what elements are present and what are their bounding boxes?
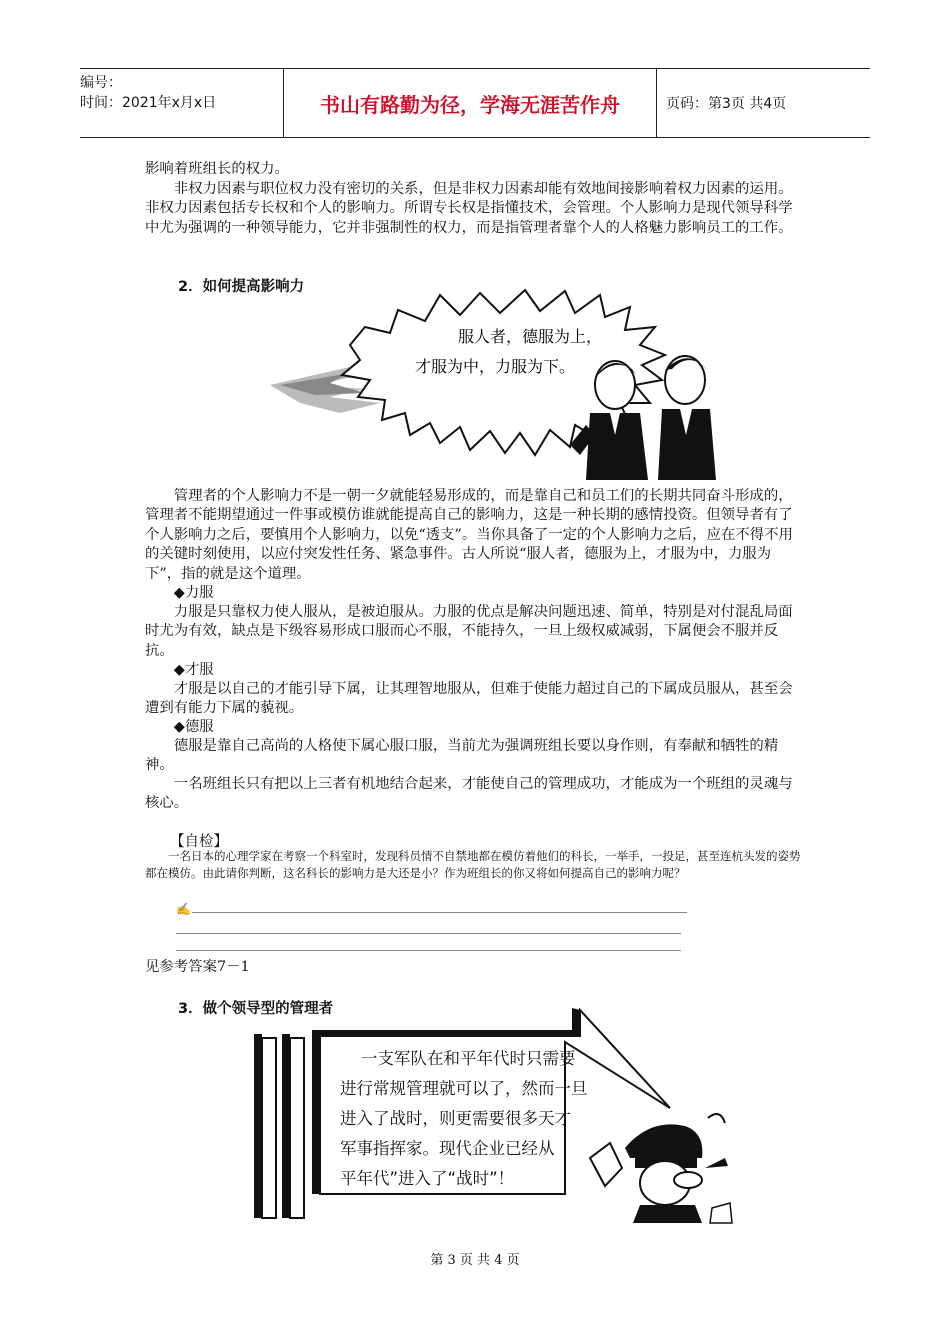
page-header <box>80 68 870 138</box>
section-heading-2: 2．如何提高影响力 <box>178 279 305 295</box>
bullet-force: ◆力服 <box>173 585 214 601</box>
section-heading-3: 3．做个领导型的管理者 <box>178 1001 334 1017</box>
selfcheck-title: 【自检】 <box>170 834 228 850</box>
paragraph-2: 非权力因素与职位权力没有密切的关系，但是非权力因素却能有效地间接影响着权力因素的运用。非权力因素包括专长权和个人的影响力。所谓专长权是指懂技术，会管理。个人影响力是现代领导科学中尤为强调的一种领导能力，它并非强制性的权力，而是指管理者靠个人的人格魅力影响员工的工作。 <box>145 181 793 236</box>
paragraph-1: 影响着班组长的权力。 <box>145 161 289 177</box>
pen-icon: ✍ <box>176 902 191 916</box>
bubble-line-1: 服人者，德服为上， <box>458 327 603 346</box>
document-number-label: 编号： <box>80 75 122 91</box>
selfcheck-text: 一名日本的心理学家在考察一个科室时，发现科员情不自禁地都在模仿着他们的科长，一举手，一投足，甚至连杭头发的姿势都在模仿。由此请你判断，这名科长的影响力是大还是小？作为班组长的你又将如何提高自己的影响力呢？ <box>145 849 801 880</box>
bubble-line-2: 才服为中，力服为下。 <box>415 357 576 376</box>
paragraph-6: 德服是靠自己高尚的人格使下属心服口服，当前尤为强调班组长要以身作则，有奉献和牺牲的精神。 <box>145 738 779 774</box>
paragraph-3: 管理者的个人影响力不是一朝一夕就能轻易形成的，而是靠自己和员工们的长期共同奋斗形成的，管理者不能期望通过一件事或模仿谁就能提高自己的影响力，这是一种长期的感情投资。但领导者有了个人影响力之后，要慎用个人影响力，以免“透支”。当你具备了一定的个人影响力之后，应在不得不用的关键时刻使用，以应付突发性任务、紧急事件。古人所说“服人者，德服为上，才服为中，力服为下”，指的就是这个道理。 <box>145 488 793 582</box>
frame-text: 一支军队在和平年代时只需要 进行常规管理就可以了，然而一旦 进入了战时，则更需要很多天才 军事指挥家。现代企业已经从 平年代”进入了“战时”！ <box>340 1049 588 1188</box>
header-left <box>80 69 280 141</box>
paragraph-7: 一名班组长只有把以上三者有机地结合起来，才能使自己的管理成功，才能成为一个班组的灵魂与核心。 <box>145 776 793 812</box>
paragraph-5: 才服是以自己的才能引导下属，让其理智地服从，但难于使能力超过自己的下属成员服从，甚至会遭到有能力下属的藐视。 <box>145 681 793 717</box>
page-footer: 第 3 页 共 4 页 <box>430 1253 520 1268</box>
answer-line-3[interactable] <box>176 950 681 951</box>
answer-reference: 见参考答案7－1 <box>145 959 250 975</box>
businessman-right-figure <box>658 356 716 480</box>
police-officer-figure <box>590 1114 732 1223</box>
answer-line-1[interactable] <box>192 912 687 913</box>
speech-burst-illustration <box>270 285 750 490</box>
document-date: 时间：2021年x月x日 <box>80 95 217 111</box>
bullet-virtue: ◆德服 <box>173 719 214 735</box>
answer-line-2[interactable] <box>176 933 681 934</box>
bullet-talent: ◆才服 <box>173 662 214 678</box>
paragraph-4: 力服是只靠权力使人服从，是被迫服从。力服的优点是解决问题迅速、简单，特别是对付混乱局面时尤为有效，缺点是下级容易形成口服而心不服，不能持久，一旦上级权威减弱，下属便会不服并反抗。 <box>145 604 793 659</box>
header-page-number: 页码：第3页 共4页 <box>666 96 787 112</box>
header-motto: 书山有路勤为径，学海无涯苦作舟 <box>283 69 657 137</box>
